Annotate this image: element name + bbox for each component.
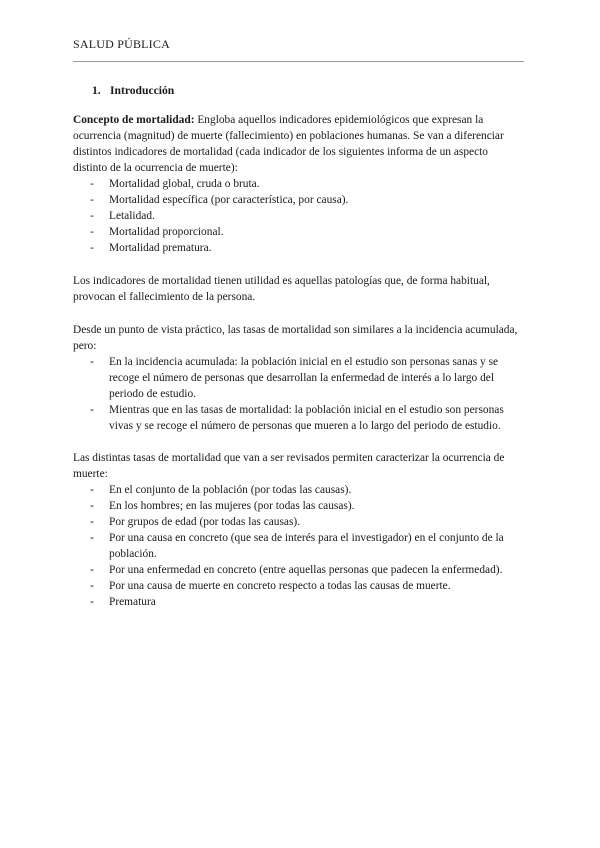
list-item: - Prematura — [73, 594, 524, 610]
section-title: Introducción — [110, 84, 175, 97]
list-item: - En la incidencia acumulada: la población inicial en el estudio son personas sanas y se recoge el número de personas que desarrollan la enfermedad de interés a lo largo del periodo de estudio. — [73, 354, 524, 402]
practical-paragraph: Desde un punto de vista práctico, las tasas de mortalidad son similares a la incidencia acumulada, pero: — [73, 324, 518, 352]
list-item: - En los hombres; en las mujeres (por todas las causas). — [73, 498, 524, 514]
rates-paragraph: Las distintas tasas de mortalidad que van a ser revisados permiten caracterizar la ocurrencia de muerte: — [73, 452, 505, 480]
intro-term: Concepto de mortalidad: — [73, 114, 195, 126]
list-item: - Por una causa de muerte en concreto respecto a todas las causas de muerte. — [73, 578, 524, 594]
list-item: - Por una causa en concreto (que sea de interés para el investigador) en el conjunto de la población. — [73, 530, 524, 562]
list-item: - Mortalidad proporcional. — [73, 224, 524, 240]
section-heading — [92, 83, 524, 99]
list-item: - En el conjunto de la población (por todas las causas). — [73, 482, 524, 498]
indicators-list — [73, 176, 524, 256]
comparison-list — [73, 354, 524, 434]
page-header: SALUD PÚBLICA — [73, 37, 170, 51]
utility-paragraph: Los indicadores de mortalidad tienen utilidad es aquellas patologías que, de forma habitual, provocan el fallecimiento de la persona. — [73, 275, 490, 303]
document-body — [73, 83, 524, 610]
list-item: - Por grupos de edad (por todas las causas). — [73, 514, 524, 530]
list-item: - Por una enfermedad en concreto (entre aquellas personas que padecen la enfermedad). — [73, 562, 524, 578]
list-item: - Mientras que en las tasas de mortalidad: la población inicial en el estudio son personas vivas y se recoge el número de personas que mueren a lo largo del periodo de estudio. — [73, 402, 524, 434]
list-item: - Mortalidad prematura. — [73, 240, 524, 256]
intro-paragraph — [73, 112, 524, 176]
list-item: - Mortalidad específica (por característica, por causa). — [73, 192, 524, 208]
list-item: - Letalidad. — [73, 208, 524, 224]
section-number: 1. — [92, 84, 101, 97]
header-divider — [73, 61, 524, 62]
intro-text: Engloba aquellos indicadores epidemiológicos que expresan la ocurrencia (magnitud) de muerte (fallecimiento) en poblaciones humanas. Se van a diferenciar distintos indicadores de mortalidad (cada indicador de los siguientes informa de un aspecto distinto de la ocurrencia de muerte): — [73, 114, 504, 174]
rates-list — [73, 482, 524, 610]
list-item: - Mortalidad global, cruda o bruta. — [73, 176, 524, 192]
